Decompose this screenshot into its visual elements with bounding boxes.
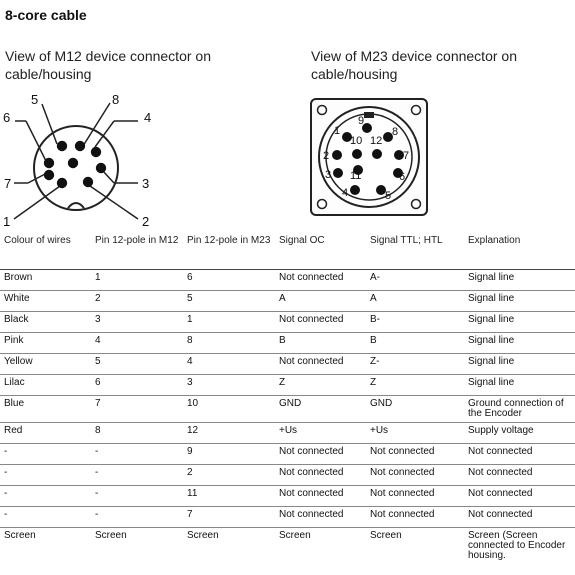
cell-pin-m23: Screen <box>187 530 219 541</box>
wiring-table <box>0 232 575 564</box>
cell-pin-m12: - <box>91 486 183 507</box>
cell-pin-m23: 7 <box>183 507 275 528</box>
m12-pin-3 <box>96 163 106 173</box>
cell-pin-m12: 5 <box>91 354 183 375</box>
cell-pin-m23: 8 <box>183 333 275 354</box>
m23-pin-10 <box>352 149 362 159</box>
page-title: 8-core cable <box>5 7 87 23</box>
cell-signal-ttl-htl: Not connected <box>366 507 464 528</box>
cell-colour: Brown <box>0 270 91 291</box>
m23-pin-3 <box>333 168 343 178</box>
m12-label-7: 7 <box>4 176 12 191</box>
cell-pin-m23: 5 <box>183 291 275 312</box>
table-row <box>0 333 575 354</box>
m12-pin-center <box>68 158 78 168</box>
cell-signal-ttl-htl: A <box>366 291 464 312</box>
cell-signal-oc: A <box>275 291 366 312</box>
col-header-explanation: Explanation <box>464 232 575 270</box>
table-row <box>0 396 575 423</box>
m12-pin-7 <box>44 170 54 180</box>
m23-pin-12 <box>372 149 382 159</box>
m12-label-8: 8 <box>112 92 120 107</box>
m12-label-5: 5 <box>31 92 39 107</box>
m23-label-12: 12 <box>370 135 383 147</box>
cell-colour: Screen <box>4 530 36 541</box>
m12-label-1: 1 <box>3 214 11 229</box>
cell-pin-m23: 4 <box>183 354 275 375</box>
m23-pin-4 <box>350 185 360 195</box>
m12-pin-1 <box>57 178 67 188</box>
cell-signal-ttl-htl: Z- <box>366 354 464 375</box>
cell-signal-oc: Not connected <box>275 507 366 528</box>
cell-explanation: Signal line <box>464 312 575 333</box>
cell-signal-oc: Screen <box>279 530 311 541</box>
cell-explanation: Screen (Screen connected to Encoder housing. <box>468 530 566 561</box>
m23-label-6: 6 <box>399 171 406 183</box>
cell-signal-ttl-htl: Not connected <box>366 486 464 507</box>
cell-pin-m23: 3 <box>183 375 275 396</box>
cell-signal-oc: GND <box>275 396 366 423</box>
table-row <box>0 465 575 486</box>
table-row <box>0 270 575 291</box>
cell-pin-m23: 12 <box>183 423 275 444</box>
col-header-colour: Colour of wires <box>0 232 91 270</box>
cell-pin-m12: 4 <box>91 333 183 354</box>
cell-signal-oc: Not connected <box>275 354 366 375</box>
cell-pin-m23: 9 <box>183 444 275 465</box>
m23-label-7: 7 <box>403 150 410 162</box>
cell-signal-ttl-htl: B <box>366 333 464 354</box>
cell-pin-m12: - <box>91 465 183 486</box>
m12-leader-5 <box>42 104 57 144</box>
cell-pin-m23: 2 <box>183 465 275 486</box>
cell-signal-ttl-htl: Not connected <box>366 444 464 465</box>
cell-explanation: Signal line <box>464 291 575 312</box>
col-header-signal-ttl-htl: Signal TTL; HTL <box>366 232 464 270</box>
table-row <box>0 312 575 333</box>
m12-label-6: 6 <box>3 110 11 125</box>
cell-pin-m12: - <box>91 507 183 528</box>
table-row <box>0 423 575 444</box>
m12-label-2: 2 <box>142 214 150 229</box>
cell-explanation: Signal line <box>464 270 575 291</box>
col-header-pin-m12: Pin 12-pole in M12 <box>91 232 183 270</box>
cell-pin-m12: Screen <box>95 530 127 541</box>
table-row <box>0 444 575 465</box>
m12-pin-4 <box>91 147 101 157</box>
cell-signal-ttl-htl: Screen <box>370 530 402 541</box>
cell-explanation: Supply voltage <box>464 423 575 444</box>
m23-key <box>364 112 374 118</box>
m23-label-9: 9 <box>358 115 365 127</box>
cell-explanation: Ground connection of the Encoder <box>464 396 575 423</box>
cell-explanation: Signal line <box>464 375 575 396</box>
m12-label-3: 3 <box>142 176 150 191</box>
m12-leader-4b <box>95 121 114 147</box>
cell-explanation: Not connected <box>464 507 575 528</box>
m23-label-4: 4 <box>342 187 349 199</box>
cell-pin-m12: 6 <box>91 375 183 396</box>
cell-signal-oc: Not connected <box>275 312 366 333</box>
cell-signal-ttl-htl: A- <box>366 270 464 291</box>
cell-signal-oc: +Us <box>275 423 366 444</box>
m23-label-3: 3 <box>325 169 332 181</box>
cell-explanation: Not connected <box>464 486 575 507</box>
cell-pin-m12: 8 <box>91 423 183 444</box>
m12-pin-2 <box>83 177 93 187</box>
m23-label-11: 11 <box>350 170 362 182</box>
cell-colour: - <box>0 465 91 486</box>
m23-label-10: 10 <box>350 135 363 147</box>
cell-pin-m12: 1 <box>91 270 183 291</box>
table-row <box>0 291 575 312</box>
cell-colour: Red <box>0 423 91 444</box>
table-row <box>0 507 575 528</box>
cell-signal-ttl-htl: GND <box>366 396 464 423</box>
cell-colour: Yellow <box>0 354 91 375</box>
cell-colour: White <box>0 291 91 312</box>
col-header-pin-m23: Pin 12-pole in M23 <box>183 232 275 270</box>
m23-pin-2 <box>332 150 342 160</box>
m12-pin-5 <box>57 141 67 151</box>
cell-signal-ttl-htl: +Us <box>366 423 464 444</box>
cell-colour: - <box>0 486 91 507</box>
cell-pin-m12: 2 <box>91 291 183 312</box>
table-row <box>0 528 575 565</box>
table-row <box>0 486 575 507</box>
m12-view-caption: View of M12 device connector on cable/housing <box>5 48 211 82</box>
m12-pin-8 <box>75 141 85 151</box>
cell-colour: Pink <box>0 333 91 354</box>
m23-label-1: 1 <box>334 125 341 137</box>
cell-pin-m12: 3 <box>91 312 183 333</box>
table-header-row <box>0 232 575 270</box>
cell-pin-m12: - <box>91 444 183 465</box>
m12-leader-2 <box>90 186 138 219</box>
cell-signal-ttl-htl: Z <box>366 375 464 396</box>
cell-signal-oc: Not connected <box>275 486 366 507</box>
m12-label-4: 4 <box>144 110 152 125</box>
m23-label-2: 2 <box>323 150 330 162</box>
cell-pin-m23: 10 <box>183 396 275 423</box>
m23-label-5: 5 <box>385 190 392 202</box>
cell-colour: - <box>0 507 91 528</box>
cell-signal-oc: Not connected <box>275 465 366 486</box>
cell-explanation: Not connected <box>464 465 575 486</box>
cell-colour: Lilac <box>0 375 91 396</box>
cell-colour: Black <box>0 312 91 333</box>
cell-signal-oc: B <box>275 333 366 354</box>
table-row <box>0 354 575 375</box>
cell-explanation: Not connected <box>464 444 575 465</box>
cell-pin-m12: 7 <box>91 396 183 423</box>
cell-explanation: Signal line <box>464 354 575 375</box>
table-row <box>0 375 575 396</box>
cell-pin-m23: 6 <box>183 270 275 291</box>
m23-connector-diagram <box>300 88 440 228</box>
cell-signal-oc: Not connected <box>275 270 366 291</box>
cell-signal-oc: Not connected <box>275 444 366 465</box>
cell-explanation: Signal line <box>464 333 575 354</box>
m12-key-notch <box>68 203 84 208</box>
m12-connector-diagram <box>0 88 170 233</box>
m23-label-8: 8 <box>392 126 399 138</box>
cell-pin-m23: 1 <box>183 312 275 333</box>
m12-pin-6 <box>44 158 54 168</box>
cell-pin-m23: 11 <box>183 486 275 507</box>
cell-signal-oc: Z <box>275 375 366 396</box>
col-header-signal-oc: Signal OC <box>275 232 366 270</box>
cell-signal-ttl-htl: Not connected <box>366 465 464 486</box>
cell-colour: Blue <box>0 396 91 423</box>
cell-colour: - <box>0 444 91 465</box>
m23-view-caption: View of M23 device connector on cable/housing <box>311 48 517 82</box>
cell-signal-ttl-htl: B- <box>366 312 464 333</box>
